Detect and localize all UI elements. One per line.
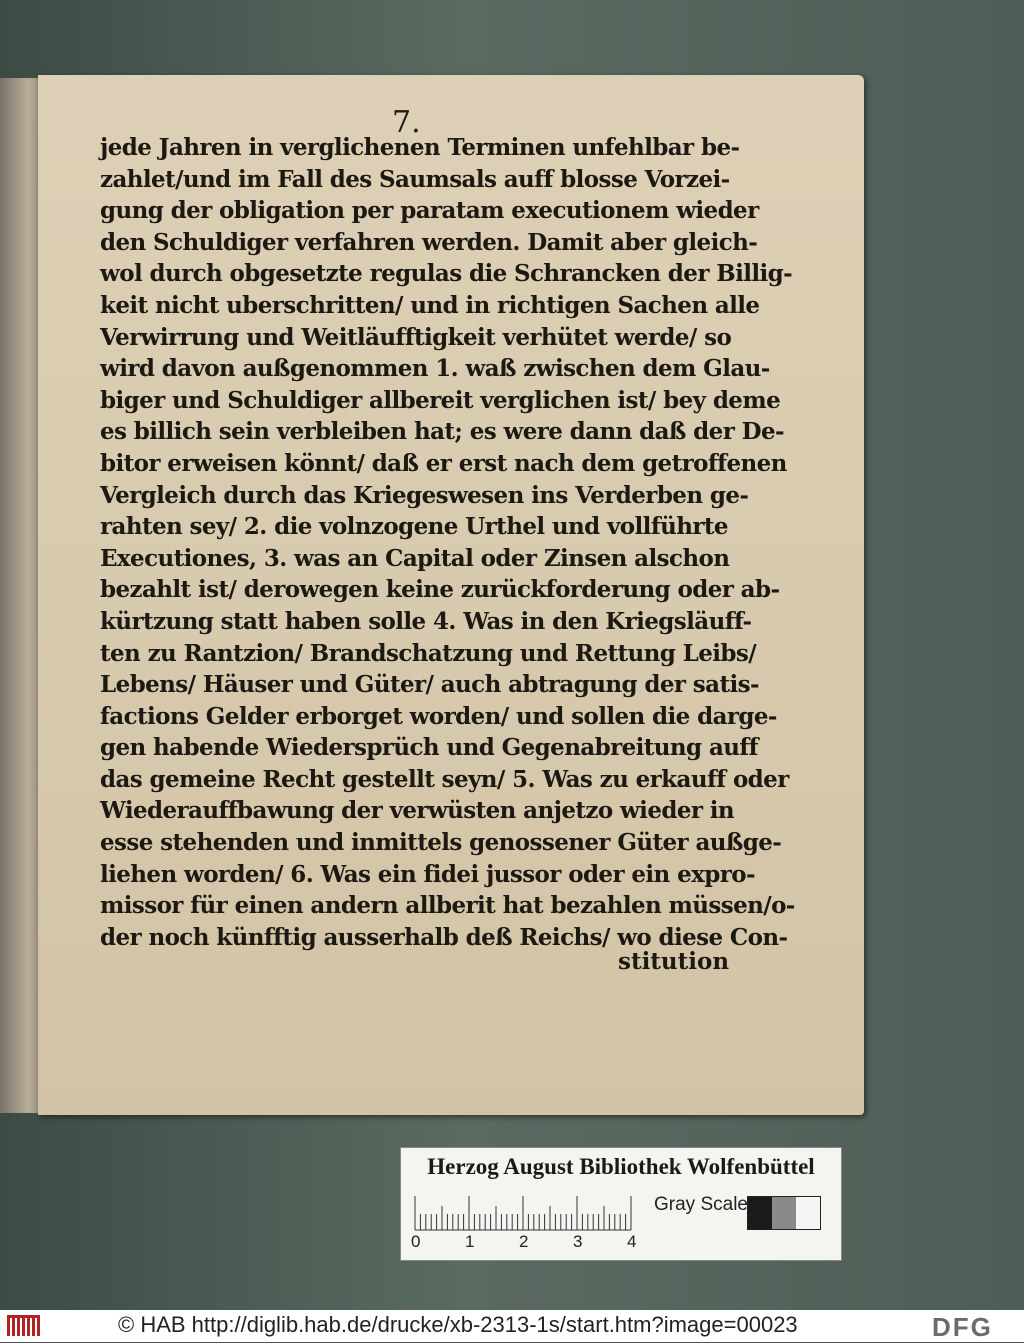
catchword: stitution [618, 948, 730, 975]
footer-bar [0, 1310, 1024, 1342]
ruler-number: 4 [627, 1232, 637, 1251]
text-line: das gemeine Recht gestellt seyn/ 5. Was zu erkauff oder [100, 765, 789, 793]
text-line: zahlet/und im Fall des Saumsals auff blosse Vorzei- [100, 165, 730, 193]
text-line: biger und Schuldiger allbereit verglichen ist/ bey deme [100, 386, 781, 414]
gray-scale-swatches [747, 1196, 821, 1230]
text-line: factions Gelder erborget worden/ und sollen die darge- [100, 702, 777, 730]
text-line: es billich sein verbleiben hat; es were dann daß der De- [100, 418, 784, 446]
text-line: Executiones, 3. was an Capital oder Zinsen alschon [100, 544, 730, 572]
text-line: der noch künfftig ausserhalb deß Reichs/ wo diese Con- [100, 923, 788, 951]
text-line: gung der obligation per paratam executionem wieder [100, 197, 759, 225]
gray-swatch [772, 1197, 796, 1229]
page-number: 7. [392, 105, 421, 140]
text-line: esse stehenden und inmittels genossener Güter außge- [100, 829, 782, 857]
text-line: wol durch obgesetzte regulas die Schrancken der Billig- [100, 260, 793, 288]
text-line: Vergleich durch das Kriegeswesen ins Verderben ge- [100, 481, 749, 509]
page-text [100, 132, 795, 953]
text-line: liehen worden/ 6. Was ein fidei jussor oder ein expro- [100, 860, 755, 888]
ruler-number: 0 [411, 1232, 421, 1251]
text-line: wird davon außgenommen 1. waß zwischen dem Glau- [100, 355, 770, 383]
text-line: den Schuldiger verfahren werden. Damit aber gleich- [100, 228, 758, 256]
ruler-number: 3 [573, 1232, 583, 1251]
text-line: bitor erweisen könnt/ daß er erst nach dem getroffenen [100, 449, 787, 477]
text-line: rahten sey/ 2. die volnzogene Urthel und vollführte [100, 513, 728, 541]
text-line: Lebens/ Häuser und Güter/ auch abtragung der satis- [100, 671, 759, 699]
gray-swatch [748, 1197, 772, 1229]
text-line: missor für einen andern allberit hat bezahlen müssen/o- [100, 892, 795, 920]
text-line: bezahlt ist/ derowegen keine zurückforderung oder ab- [100, 576, 780, 604]
measurement-ruler [413, 1192, 637, 1232]
text-line: gen habende Wiedersprüch und Gegenabreitung auff [100, 734, 758, 762]
text-line: ten zu Rantzion/ Brandschatzung und Rettung Leibs/ [100, 639, 757, 667]
text-line: Wiederauffbawung der verwüsten anjetzo wieder in [100, 797, 735, 825]
library-label [400, 1147, 842, 1261]
gray-scale-label: Gray Scale [654, 1194, 748, 1215]
previous-page-edge [0, 78, 42, 1113]
text-line: keit nicht uberschritten/ und in richtigen Sachen alle [100, 291, 760, 319]
text-line: jede Jahren in verglichenen Terminen unfehlbar be- [100, 134, 740, 161]
text-line: Verwirrung und Weitläufftigkeit verhütet werde/ so [100, 323, 732, 351]
library-name: Herzog August Bibliothek Wolfenbüttel [427, 1154, 815, 1179]
hab-logo-icon [6, 1314, 42, 1338]
copyright-link[interactable]: © HAB http://diglib.hab.de/drucke/xb-2313-1s/start.htm?image=00023 [118, 1312, 798, 1337]
ruler-number: 2 [519, 1232, 529, 1251]
dfg-logo: DFG [932, 1312, 993, 1342]
ruler-number: 1 [465, 1232, 475, 1251]
gray-swatch [796, 1197, 820, 1229]
text-line: kürtzung statt haben solle 4. Was in den Kriegsläuff- [100, 607, 752, 635]
